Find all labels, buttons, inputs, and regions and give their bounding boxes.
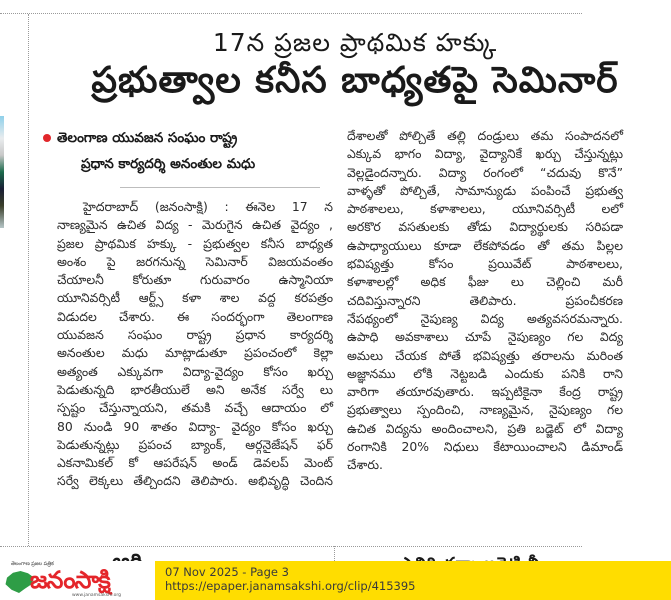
next-story-headline-left xyxy=(112,548,162,561)
article-column-left xyxy=(57,198,333,491)
article-line: చేయాలనీ కోరుతూ గురువారం ఉస్మానియా xyxy=(57,272,333,288)
article-line: ఎకనామికల్ కో ఆపరేషన్ అండ్ డెవలప్ మెంట్ xyxy=(57,455,333,471)
top-divider xyxy=(0,13,582,14)
clip-footer-text xyxy=(165,565,415,593)
article-line: యూనివర్సిటీ ఆర్ట్స్ కళా శాల వద్ద కరపత్రం xyxy=(57,290,333,306)
article-line: ఎక్కువ భాగం విద్యా, వైద్యానికే ఖర్చు చేస్తున్నట్లు xyxy=(347,146,623,162)
article-line: పెడుతున్నట్లు ప్రపంచ బ్యాంక్, ఆర్గనైజేషన్ ఫర్ xyxy=(57,436,333,452)
clip-date-page: 07 Nov 2025 - Page 3 xyxy=(165,565,289,579)
article-line: ఉపాధ్యాయులు కూడా లేకపోవడం తో తమ పిల్లల xyxy=(347,237,623,253)
article-line: హైదరాబాద్ (జనంసాక్షి) : ఈనెల 17 న xyxy=(83,199,333,214)
article-line: అత్యంత ఎక్కువగా విద్యా-వైద్యం కోసం ఖర్చు xyxy=(57,363,333,379)
red-bullet-icon xyxy=(43,134,51,142)
article-line: ఉపాధి అవకాశాలు చూపే నైపుణ్యం గల విద్య xyxy=(347,329,623,345)
article-line: చదివిస్తున్నారని తెలిపారు. ప్రపంచీకరణ xyxy=(347,292,623,308)
article-line: నాణ్యమైన ఉచిత విద్య - మెరుగైన ఉచిత వైద్యం , xyxy=(57,217,333,233)
bottom-divider xyxy=(0,546,582,547)
logo-name: జనంసాక్షి xyxy=(30,566,110,594)
article-line: చేశారు. xyxy=(347,457,383,473)
article-line: రంగానికి 20% నిధులు కేటాయించాలని డిమాండ్ xyxy=(347,439,623,455)
article-line: దేశాలతో పోల్చితే తల్లి దండ్రులు తమ సంపాదనలో xyxy=(347,128,623,143)
article-line: ప్రభుత్వాలు స్పందించి, నాణ్యమైన, నైపుణ్యం గల xyxy=(347,402,623,418)
subheading xyxy=(57,125,337,177)
article-line: అంశం పై జరగనున్న సెమినార్ విజయవంతం xyxy=(57,253,333,269)
article-line: స్పష్టం చేస్తున్నాయని, తమకి వచ్చే ఆదాయం లో xyxy=(57,400,333,416)
article-line: ఉచిత విద్యను అందించాలని, ప్రతి బడ్జెట్ లో విద్యా xyxy=(347,420,623,436)
headline-main: ప్రభుత్వాల కనీస బాధ్యతపై సెమినార్ xyxy=(91,60,619,101)
clip-url[interactable]: https://epaper.janamsakshi.org/clip/415395 xyxy=(165,579,416,593)
article-line: అరకొర వసతులకు తోడు విద్యార్థులకు సరిపడా xyxy=(347,219,623,235)
article-line: భవిష్యత్తు కోసం ప్రయివేట్ పాఠశాలలు, xyxy=(347,256,623,272)
article-line: వారిగా తయారవుతారు. ఇప్పటికైనా కేంద్ర రాష్ట్ర xyxy=(347,384,623,400)
headline-kicker: 17న ప్రజల ప్రాథమిక హక్కు xyxy=(212,28,498,57)
subheading-rule xyxy=(120,187,320,188)
adjacent-photo-strip xyxy=(0,116,4,228)
article-line: పాఠశాలలు, కళాశాలలు, యూనివర్సిటీ లలో xyxy=(347,201,623,217)
next-story-headline-right xyxy=(400,552,600,561)
article-line: అనంతుల మధు మాట్లాడుతూ ప్రపంచంలో కెల్లా xyxy=(57,345,333,361)
publication-logo xyxy=(2,561,155,600)
article-line: అమలు చేయక పోతే భవిష్యత్తు తరాలను మరింత xyxy=(347,347,623,363)
article-line: అజ్ఞానము లోకి నెట్టబడి ఎందుకు పనికి రాని xyxy=(347,365,623,381)
article-column-right xyxy=(347,127,623,475)
logo-url: www.janamsakshi.org xyxy=(72,593,122,598)
article-line: ప్రజల ప్రాథమిక హక్కు - ప్రభుత్వల కనీస బాధ్యత xyxy=(57,235,333,251)
bottom-story-divider xyxy=(334,546,335,561)
article-line: యువజన సంఘం రాష్ట్ర ప్రధాన కార్యదర్శి xyxy=(57,327,333,343)
clip-footer-bar xyxy=(155,561,671,600)
logo-tagline: తెలంగాణ ప్రజల పత్రిక xyxy=(11,561,54,567)
article-line: వాళ్ళతో పోల్చితే, సామాన్యుడు పంపించే ప్రభుత్వ xyxy=(347,182,623,198)
article-line: నేపథ్యంలో నైపుణ్య విద్య అత్యవసరమన్నారు. xyxy=(347,310,623,326)
article-line: విడుదల చేశారు. ఈ సందర్భంగా తెలంగాణ xyxy=(57,308,333,324)
article-line: పెడుతున్నది భారతీయులే అని అనేక సర్వే లు xyxy=(57,381,333,397)
article-line: వెల్లడైందన్నారు. విద్యా రంగంలో “చదువు కొనే” xyxy=(347,164,623,180)
subheading-line-2: ప్రధాన కార్యదర్శి అనంతుల మధు xyxy=(81,156,256,172)
article-line: సర్వే లెక్కలు తేల్చిందని తెలిపారు. అభివృద్ధి చెందిన xyxy=(57,473,333,489)
left-column-divider xyxy=(28,14,29,546)
article-line: 80 నుండి 90 శాతం విద్యా- వైద్యం కోసం ఖర్చు xyxy=(57,418,333,434)
article-line: కళాశాలల్లో అధిక ఫీజు లు చెల్లించి మరీ xyxy=(347,274,623,290)
subheading-line-1: తెలంగాణ యువజన సంఘం రాష్ట్ర xyxy=(57,130,238,146)
